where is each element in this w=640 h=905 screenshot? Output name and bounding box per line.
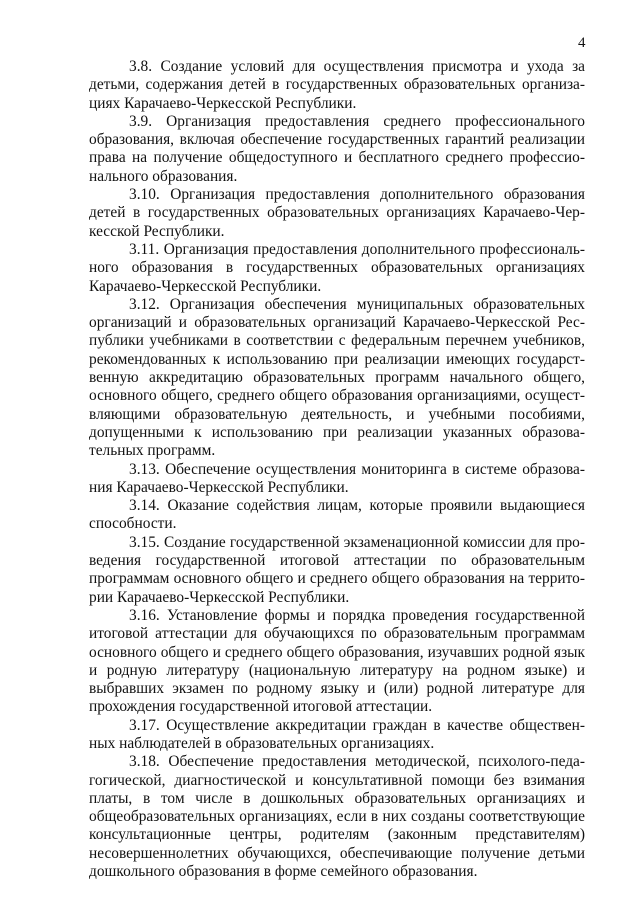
paragraph-3-12: 3.12. Организация обеспечения муниципальных образовательных организаций и образовательных организаций Карачаево-Черкесской Республики учебниками в соответствии с федеральным перечнем учебников, рекомендованных к использованию при реализации имеющих государственную аккредитацию образовательных программ начального общего, основного общего, среднего общего образования организациями, осуществляющими образовательную деятельность, и учебными пособиями, допущенными к использованию при реализации указанных образовательных программ. bbox=[89, 295, 585, 460]
paragraph-3-15: 3.15. Создание государственной экзаменационной комиссии для проведения государственной итоговой аттестации по образовательным программам основного общего и среднего общего образования на территории Карачаево-Черкесской Республики. bbox=[89, 533, 585, 606]
document-body bbox=[89, 58, 585, 881]
paragraph-3-10: 3.10. Организация предоставления дополнительного образования детей в государственных образовательных организациях Карачаево-Черкесской Республики. bbox=[89, 186, 585, 240]
paragraph-3-13: 3.13. Обеспечение осуществления мониторинга в системе образования Карачаево-Черкесской Республики. bbox=[89, 460, 585, 496]
paragraph-3-18: 3.18. Обеспечение предоставления методической, психолого-педагогической, диагностической и консультативной помощи без взимания платы, в том числе в дошкольных образовательных организациях и общеобразовательных организациях, если в них созданы соответствующие консультационные центры, родителям (законным представителям) несовершеннолетних обучающихся, обеспечивающие получение детьми дошкольного образования в форме семейного образования. bbox=[89, 753, 585, 881]
paragraph-3-16: 3.16. Установление формы и порядка проведения государственной итоговой аттестации для обучающихся по образовательным программам основного общего и среднего общего образования, изучавших родной язык и родную литературу (национальную литературу на родном языке) и выбравших экзамен по родному языку и (или) родной литературе для прохождения государственной итоговой аттестации. bbox=[89, 606, 585, 716]
paragraph-3-14: 3.14. Оказание содействия лицам, которые проявили выдающиеся способности. bbox=[89, 497, 585, 533]
page-number: 4 bbox=[578, 35, 586, 51]
paragraph-3-11: 3.11. Организация предоставления дополнительного профессионального образования в государственных образовательных организациях Карачаево-Черкесской Республики. bbox=[89, 240, 585, 295]
paragraph-3-8: 3.8. Создание условий для осуществления присмотра и ухода за детьми, содержания детей в государственных образовательных организациях Карачаево-Черкесской Республики. bbox=[89, 58, 585, 112]
paragraph-3-17: 3.17. Осуществление аккредитации граждан в качестве общественных наблюдателей в образовательных организациях. bbox=[89, 716, 585, 752]
paragraph-3-9: 3.9. Организация предоставления среднего профессионального образования, включая обеспечение государственных гарантий реализации права на получение общедоступного и бесплатного среднего профессионального образования. bbox=[89, 112, 585, 185]
